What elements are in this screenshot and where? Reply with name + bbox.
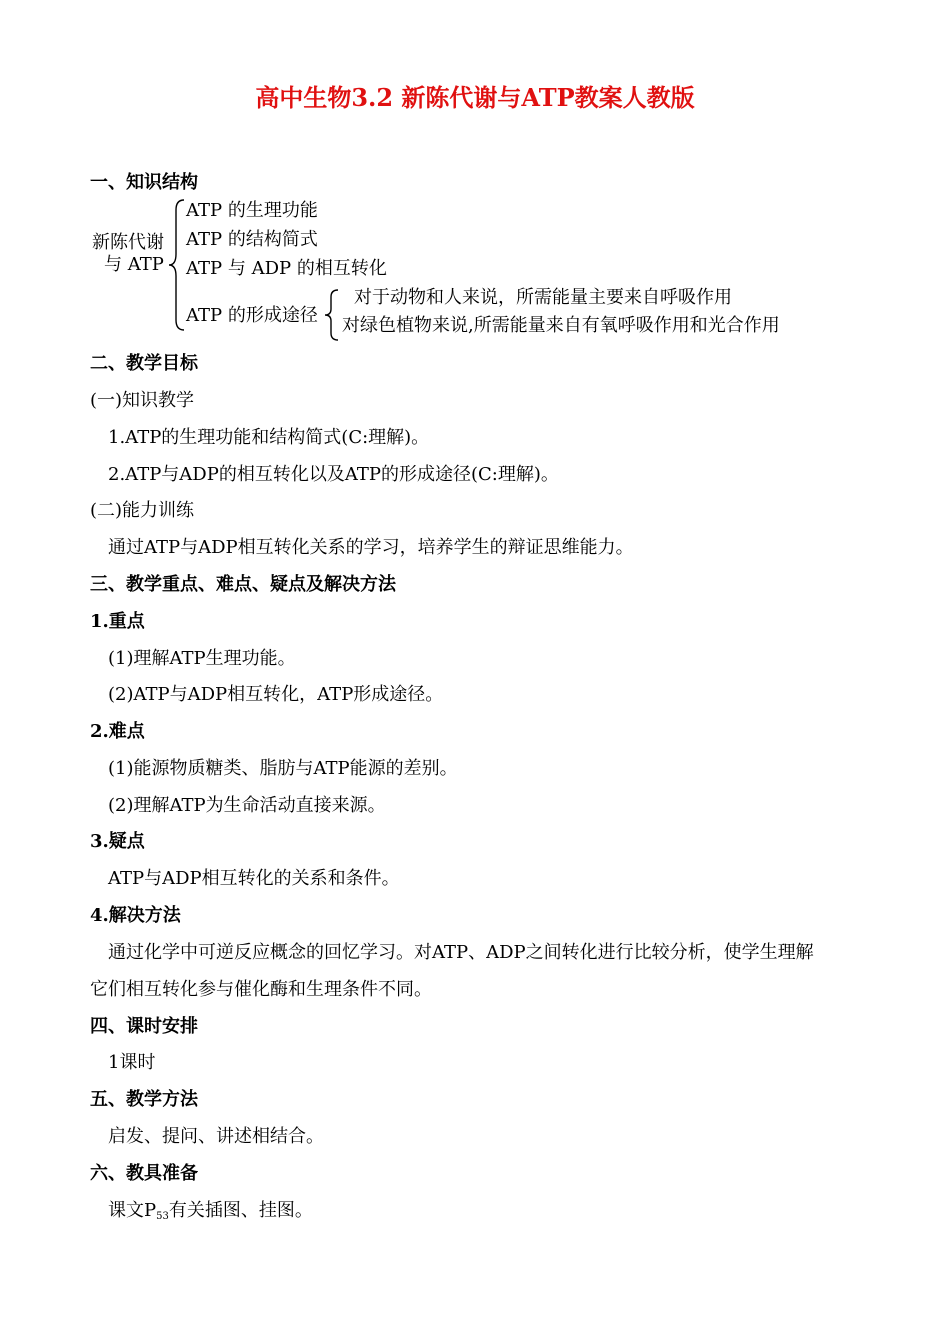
tree-branch-2: ATP 的结构简式 (186, 229, 318, 250)
section-3-heading: 三、教学重点、难点、疑点及解决方法 (90, 574, 396, 595)
section-1-heading: 一、知识结构 (90, 172, 198, 193)
section-5-heading: 五、教学方法 (90, 1089, 198, 1110)
teaching-aids-post: 有关插图、挂图。 (168, 1200, 313, 1221)
teaching-aids-pre: 课文P (108, 1200, 157, 1221)
key-point-2: (2)ATP与ADP相互转化，ATP形成途径。 (108, 684, 444, 705)
section-6-heading: 六、教具准备 (90, 1163, 198, 1184)
teaching-aids-page-number: 53 (156, 1211, 169, 1222)
document-title: 高中生物3.2 新陈代谢与ATP教案人教版 (255, 83, 695, 112)
section-2-heading: 二、教学目标 (90, 353, 198, 374)
class-hours: 1课时 (108, 1052, 156, 1073)
tree-sub-branch-2: 对绿色植物来说,所需能量来自有氧呼吸作用和光合作用 (342, 315, 780, 336)
tree-branch-3: ATP 与 ADP 的相互转化 (186, 258, 387, 279)
objective-item-1: 1.ATP的生理功能和结构简式(C:理解)。 (108, 427, 430, 448)
tree-root-line1: 新陈代谢 (92, 232, 164, 253)
doubt-1: ATP与ADP相互转化的关系和条件。 (108, 868, 400, 889)
sub-brace (322, 288, 340, 342)
tree-root-line2: 与 ATP (104, 254, 164, 275)
method-line-1: 通过化学中可逆反应概念的回忆学习。对ATP、ADP之间转化进行比较分析，使学生理解 (108, 942, 814, 963)
method-line-2: 它们相互转化参与催化酶和生理条件不同。 (90, 979, 432, 1000)
subsection-ability: (二)能力训练 (90, 500, 195, 521)
teaching-methods: 启发、提问、讲述相结合。 (108, 1126, 324, 1147)
difficulty-2: (2)理解ATP为生命活动直接来源。 (108, 795, 386, 816)
objective-item-2: 2.ATP与ADP的相互转化以及ATP的形成途径(C:理解)。 (108, 464, 559, 485)
tree-branch-1: ATP 的生理功能 (186, 200, 318, 221)
subsection-knowledge: (一)知识教学 (90, 390, 195, 411)
doubt-heading: 3.疑点 (90, 831, 145, 852)
key-points-heading: 1.重点 (90, 611, 145, 632)
tree-branch-4: ATP 的形成途径 (186, 305, 318, 326)
objective-item-3: 通过ATP与ADP相互转化关系的学习，培养学生的辩证思维能力。 (108, 537, 634, 558)
tree-sub-branch-1: 对于动物和人来说，所需能量主要来自呼吸作用 (354, 287, 732, 308)
teaching-aids (108, 1202, 313, 1220)
method-heading: 4.解决方法 (90, 905, 181, 926)
section-4-heading: 四、课时安排 (90, 1016, 198, 1037)
difficulty-1: (1)能源物质糖类、脂肪与ATP能源的差别。 (108, 758, 458, 779)
key-point-1: (1)理解ATP生理功能。 (108, 648, 296, 669)
main-brace (166, 198, 186, 332)
difficulty-heading: 2.难点 (90, 721, 145, 742)
